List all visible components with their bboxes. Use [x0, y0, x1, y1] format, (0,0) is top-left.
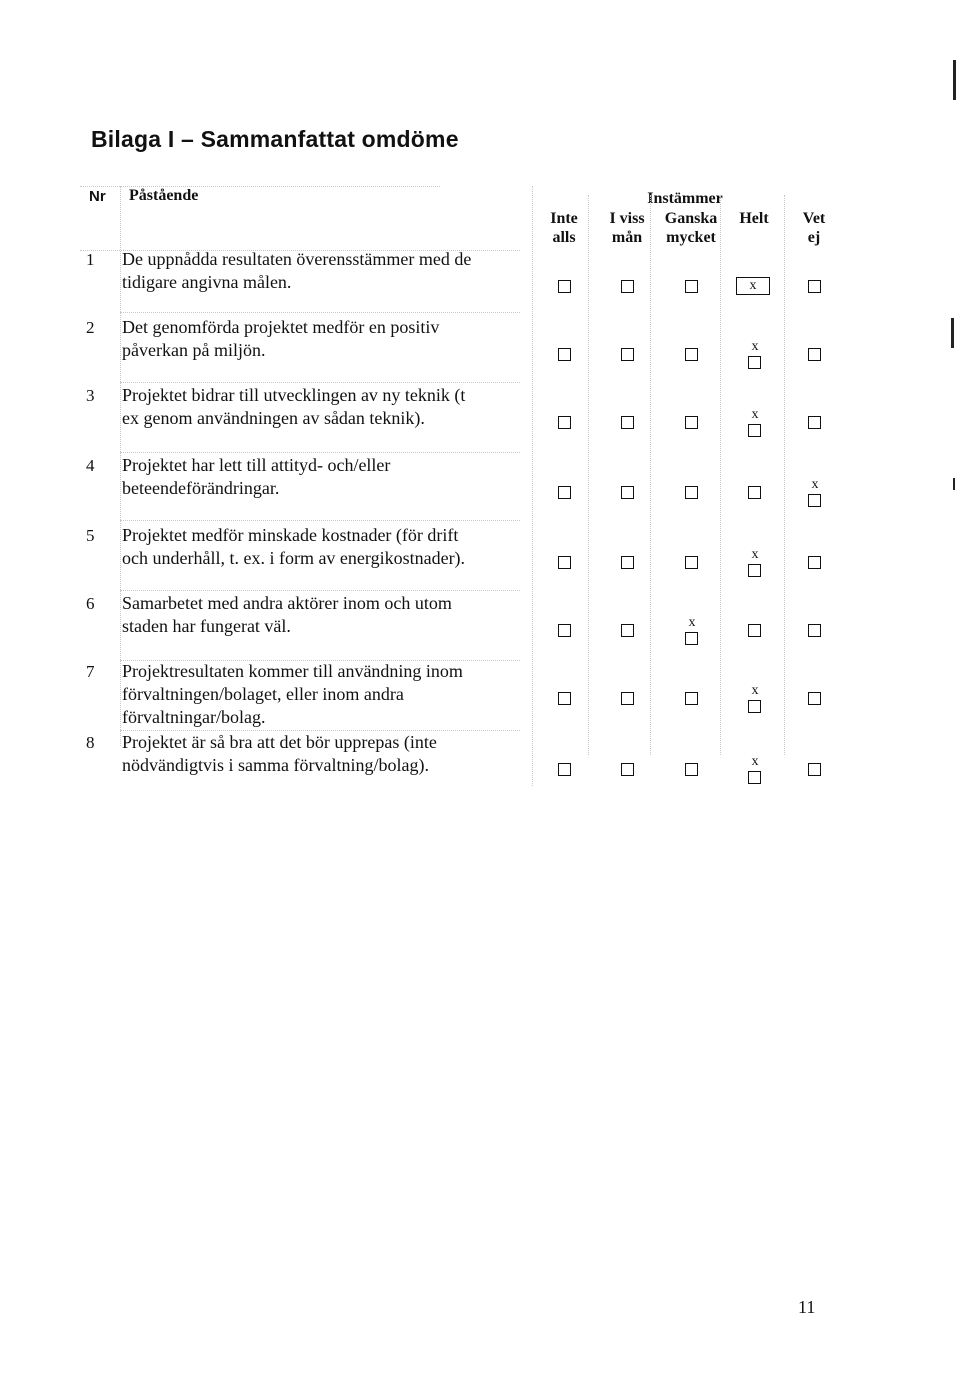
checkbox[interactable]: [621, 486, 634, 499]
page-number: 11: [798, 1297, 816, 1317]
row-number: 1: [86, 250, 95, 269]
grid-line: [120, 520, 520, 521]
statement-line: staden har fungerat väl.: [122, 616, 291, 636]
grid-line: [532, 186, 533, 786]
column-header-line: alls: [552, 229, 576, 246]
checkbox[interactable]: [558, 624, 571, 637]
checkbox-checked[interactable]: [748, 771, 761, 784]
column-header-line: Ganska: [664, 210, 718, 227]
statement-line: Projektet bidrar till utvecklingen av ny teknik (t: [122, 385, 466, 405]
checkbox[interactable]: [558, 486, 571, 499]
checkbox[interactable]: [621, 692, 634, 705]
checkbox-checked[interactable]: [748, 700, 761, 713]
grid-line: [720, 195, 721, 755]
grid-line: [120, 382, 520, 383]
checkbox[interactable]: [621, 763, 634, 776]
scan-edge-mark: [953, 60, 956, 100]
grid-line: [80, 186, 440, 187]
checkbox[interactable]: [685, 280, 698, 293]
checkbox[interactable]: [558, 348, 571, 361]
checkbox[interactable]: [558, 692, 571, 705]
statement-text: [122, 454, 522, 500]
checkbox[interactable]: [808, 348, 821, 361]
checkbox[interactable]: [558, 556, 571, 569]
group-header: Instämmer: [647, 190, 723, 207]
column-header: [592, 209, 662, 247]
scan-edge-mark: [953, 478, 955, 490]
statement-text: [122, 524, 522, 570]
checkbox[interactable]: [808, 416, 821, 429]
statement-line: De uppnådda resultaten överensstämmer med de: [122, 249, 472, 269]
statement-text: [122, 592, 522, 638]
checkbox[interactable]: [685, 348, 698, 361]
grid-line: [588, 195, 589, 755]
grid-line: [120, 186, 121, 746]
statement-text: [122, 731, 522, 777]
statement-line: tidigare angivna målen.: [122, 272, 292, 292]
statement-line: påverkan på miljön.: [122, 340, 266, 360]
checkbox-checked[interactable]: [748, 356, 761, 369]
column-header: [779, 209, 849, 247]
nr-header: Nr: [89, 188, 106, 205]
check-mark: x: [811, 477, 819, 492]
checkbox[interactable]: [808, 556, 821, 569]
grid-line: [120, 452, 520, 453]
checkbox-checked[interactable]: [685, 632, 698, 645]
grid-line: [650, 195, 651, 755]
checkbox-checked[interactable]: [748, 564, 761, 577]
checkbox-checked[interactable]: [808, 494, 821, 507]
checkbox[interactable]: [685, 416, 698, 429]
grid-line: [120, 590, 520, 591]
checkbox[interactable]: [748, 486, 761, 499]
statement-line: Projektet har lett till attityd- och/eller: [122, 455, 391, 475]
column-header-line: ej: [807, 229, 821, 246]
statement-line: Projektet medför minskade kostnader (för drift: [122, 525, 459, 545]
page-title: Bilaga I – Sammanfattat omdöme: [91, 126, 459, 152]
statement-text: [122, 316, 522, 362]
checkbox[interactable]: [621, 556, 634, 569]
row-number: 6: [86, 594, 95, 613]
checkbox[interactable]: [808, 624, 821, 637]
checkbox[interactable]: [558, 280, 571, 293]
row-number: 7: [86, 662, 95, 681]
checkbox-checked[interactable]: [748, 424, 761, 437]
checkbox-checked[interactable]: x: [736, 277, 770, 295]
checkbox[interactable]: [558, 763, 571, 776]
column-header-line: I viss: [609, 210, 645, 227]
statement-line: Projektresultaten kommer till användning inom: [122, 661, 463, 681]
checkbox[interactable]: [748, 624, 761, 637]
row-number: 3: [86, 386, 95, 405]
row-number: 4: [86, 456, 95, 475]
statement-line: beteendeförändringar.: [122, 478, 280, 498]
column-header-line: Vet: [802, 210, 826, 227]
checkbox[interactable]: [808, 280, 821, 293]
checkbox[interactable]: [621, 280, 634, 293]
statement-line: förvaltningar/bolag.: [122, 707, 266, 727]
check-mark: x: [751, 754, 759, 769]
checkbox[interactable]: [685, 556, 698, 569]
scan-edge-mark: [951, 318, 954, 348]
check-mark: x: [688, 615, 696, 630]
checkbox[interactable]: [621, 348, 634, 361]
checkbox[interactable]: [808, 692, 821, 705]
column-header-line: Helt: [739, 210, 769, 227]
checkbox[interactable]: [621, 624, 634, 637]
column-header-line: Inte: [550, 210, 578, 227]
grid-line: [120, 312, 520, 313]
statement-header: Påstående: [129, 187, 199, 204]
check-mark: x: [751, 339, 759, 354]
row-number: 8: [86, 733, 95, 752]
row-number: 5: [86, 526, 95, 545]
checkbox[interactable]: [558, 416, 571, 429]
row-number: 2: [86, 318, 95, 337]
column-header-line: mån: [611, 229, 643, 246]
statement-line: Samarbetet med andra aktörer inom och utom: [122, 593, 452, 613]
statement-line: förvaltningen/bolaget, eller inom andra: [122, 684, 404, 704]
statement-line: Det genomförda projektet medför en positiv: [122, 317, 440, 337]
statement-line: och underhåll, t. ex. i form av energikostnader).: [122, 548, 466, 568]
checkbox[interactable]: [808, 763, 821, 776]
check-mark: x: [751, 407, 759, 422]
column-header: [656, 209, 726, 247]
checkbox[interactable]: [685, 763, 698, 776]
statement-text: [122, 384, 522, 430]
statement-text: [122, 660, 522, 729]
statement-line: nödvändigtvis i samma förvaltning/bolag).: [122, 755, 429, 775]
statement-line: Projektet är så bra att det bör upprepas (inte: [122, 732, 437, 752]
check-mark: x: [751, 683, 759, 698]
grid-line: [784, 195, 785, 755]
statement-text: [122, 248, 522, 294]
statement-line: ex genom användningen av sådan teknik).: [122, 408, 425, 428]
checkbox[interactable]: [685, 486, 698, 499]
column-header-line: mycket: [666, 229, 716, 246]
check-mark: x: [751, 547, 759, 562]
checkbox[interactable]: [621, 416, 634, 429]
checkbox[interactable]: [685, 692, 698, 705]
